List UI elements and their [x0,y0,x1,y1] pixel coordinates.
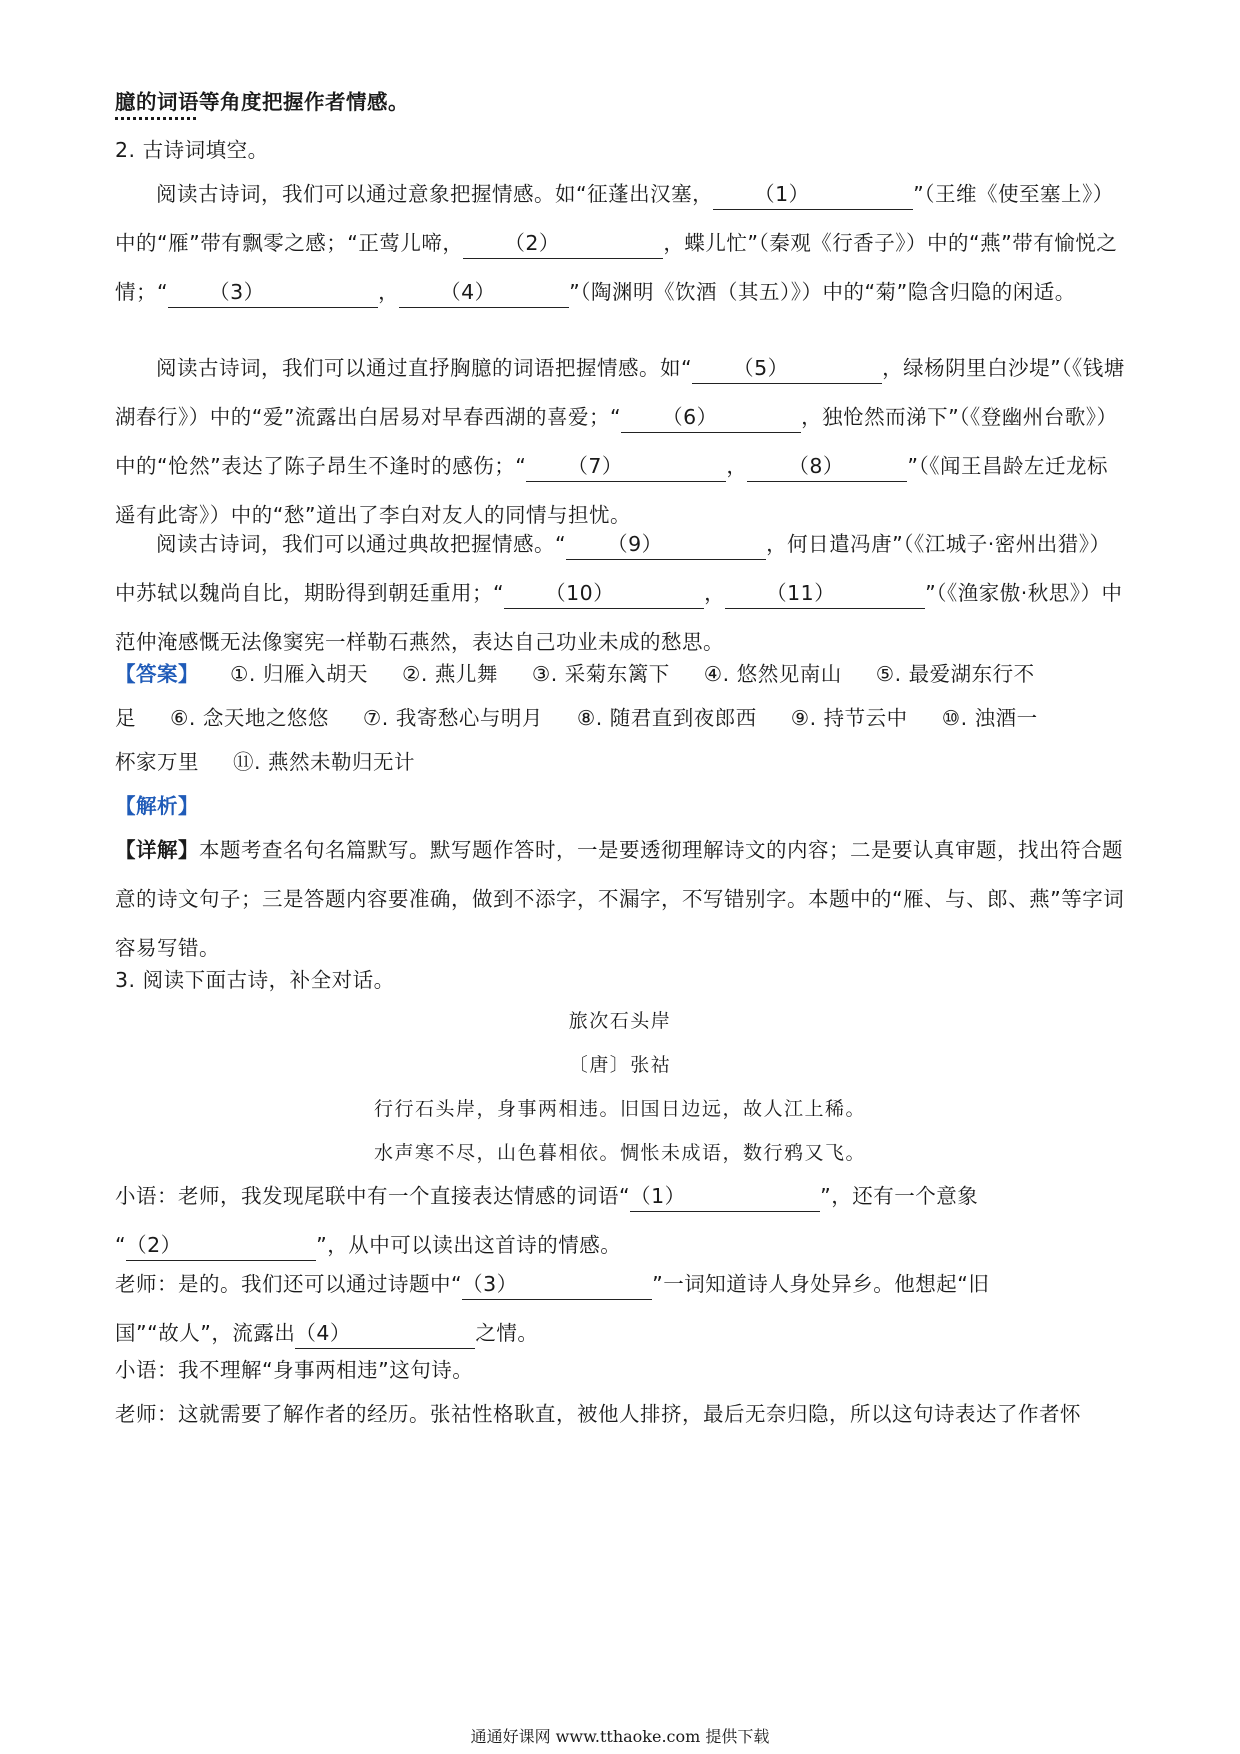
q2-title: 2. 古诗词填空。 [115,138,269,162]
q3-title: 3. 阅读下面古诗，补全对话。 [115,968,395,992]
blank-9[interactable]: （9） [566,529,766,560]
answer-line-1: 【答案】 ①. 归雁入胡天 ②. 燕儿舞 ③. 采菊东篱下 ④. 悠然见南山 ⑤. 最爱湖东行不 [115,662,1035,686]
dotted-phrase: 臆的词语 [115,90,199,114]
analysis-label: 【解析】 [115,794,199,818]
dialogue-2: 老师：是的。我们还可以通过诗题中“（3） ”一词知道诗人身处异乡。他想起“旧 国”“故人”，流露出（4） 之情。 [115,1260,1125,1358]
q2-paragraph-1: 阅读古诗词，我们可以通过意象把握情感。如“征蓬出汉塞， （1） ”（王维《使至塞上》）中的“雁”带有飘零之感；“正莺儿啼， （2） ，蝶儿忙”（秦观《行香子》）中的“燕”带有愉悦之情；“ （3） ， （4） ”（陶渊明《饮酒（其五）》）中的“菊”隐含归隐的闲适。 [115,170,1125,317]
poem-title: 旅次石头岸 [568,1010,672,1032]
answer-line-2: 足 ⑥. 念天地之悠悠 ⑦. 我寄愁心与明月 ⑧. 随君直到夜郎西 ⑨. 持节云中 ⑩. 浊酒一 [115,706,1038,730]
answer-label: 【答案】 [115,662,199,686]
poem-line-1: 行行石头岸，身事两相违。旧国日边远，故人江上稀。 [373,1098,866,1120]
footer: 通通好课网 www.tthaoke.com 提供下载 [470,1727,770,1746]
poem-author: 〔唐〕张祜 [568,1054,672,1076]
blank-6[interactable]: （6） [621,402,801,433]
blank-1[interactable]: （1） [713,179,913,210]
answer-line-3: 杯家万里 ⑪. 燕然未勒归无计 [115,750,416,774]
q3-blank-4[interactable]: （4） [295,1318,475,1349]
dialogue-1: 小语：老师，我发现尾联中有一个直接表达情感的词语“（1） ”，还有一个意象 “（2） ”，从中可以读出这首诗的情感。 [115,1172,1125,1270]
blank-3[interactable]: （3） [168,277,378,308]
continuation-rest: 等角度把握作者情感。 [199,90,409,114]
dialogue-3: 小语：我不理解“身事两相违”这句诗。 [115,1358,474,1382]
q3-blank-3[interactable]: （3） [462,1269,652,1300]
detail-paragraph: 【详解】本题考查名句名篇默写。默写题作答时，一是要透彻理解诗文的内容；二是要认真审题，找出符合题意的诗文句子；三是答题内容要准确，做到不添字，不漏字，不写错别字。本题中的“雁、与、郎、燕”等字词容易写错。 [115,838,1125,960]
blank-4[interactable]: （4） [399,277,569,308]
q2-paragraph-2: 阅读古诗词，我们可以通过直抒胸臆的词语把握情感。如“ （5） ，绿杨阴里白沙堤”（《钱塘湖春行》）中的“爱”流露出白居易对早春西湖的喜爱；“ （6） ，独怆然而涕下”（《登幽州台歌》）中的“怆然”表达了陈子昂生不逢时的感伤；“ （7） ， （8） ”（《闻王昌龄左迁龙标遥有此寄》）中的“愁”道出了李白对友人的同情与担忧。 [115,344,1125,540]
blank-11[interactable]: （11） [725,578,925,609]
dialogue-4: 老师：这就需要了解作者的经历。张祜性格耿直，被他人排挤，最后无奈归隐，所以这句诗表达了作者怀 [115,1402,1081,1426]
continuation-line [115,78,1125,127]
blank-8[interactable]: （8） [747,451,907,482]
q3-blank-2[interactable]: （2） [126,1230,316,1261]
blank-10[interactable]: （10） [504,578,704,609]
poem-line-2: 水声寒不尽，山色暮相依。惆怅未成语，数行鸦又飞。 [373,1142,866,1164]
detail-label: 【详解】 [115,838,199,862]
blank-7[interactable]: （7） [526,451,726,482]
blank-5[interactable]: （5） [692,353,882,384]
q3-blank-1[interactable]: （1） [630,1181,820,1212]
blank-2[interactable]: （2） [463,228,663,259]
q2-paragraph-3: 阅读古诗词，我们可以通过典故把握情感。“ （9） ，何日遣冯唐”（《江城子·密州出猎》）中苏轼以魏尚自比，期盼得到朝廷重用；“ （10） ， （11） ”（《渔家傲·秋思》）中范仲淹感慨无法像窦宪一样勒石燕然，表达自己功业未成的愁思。 [115,520,1125,667]
